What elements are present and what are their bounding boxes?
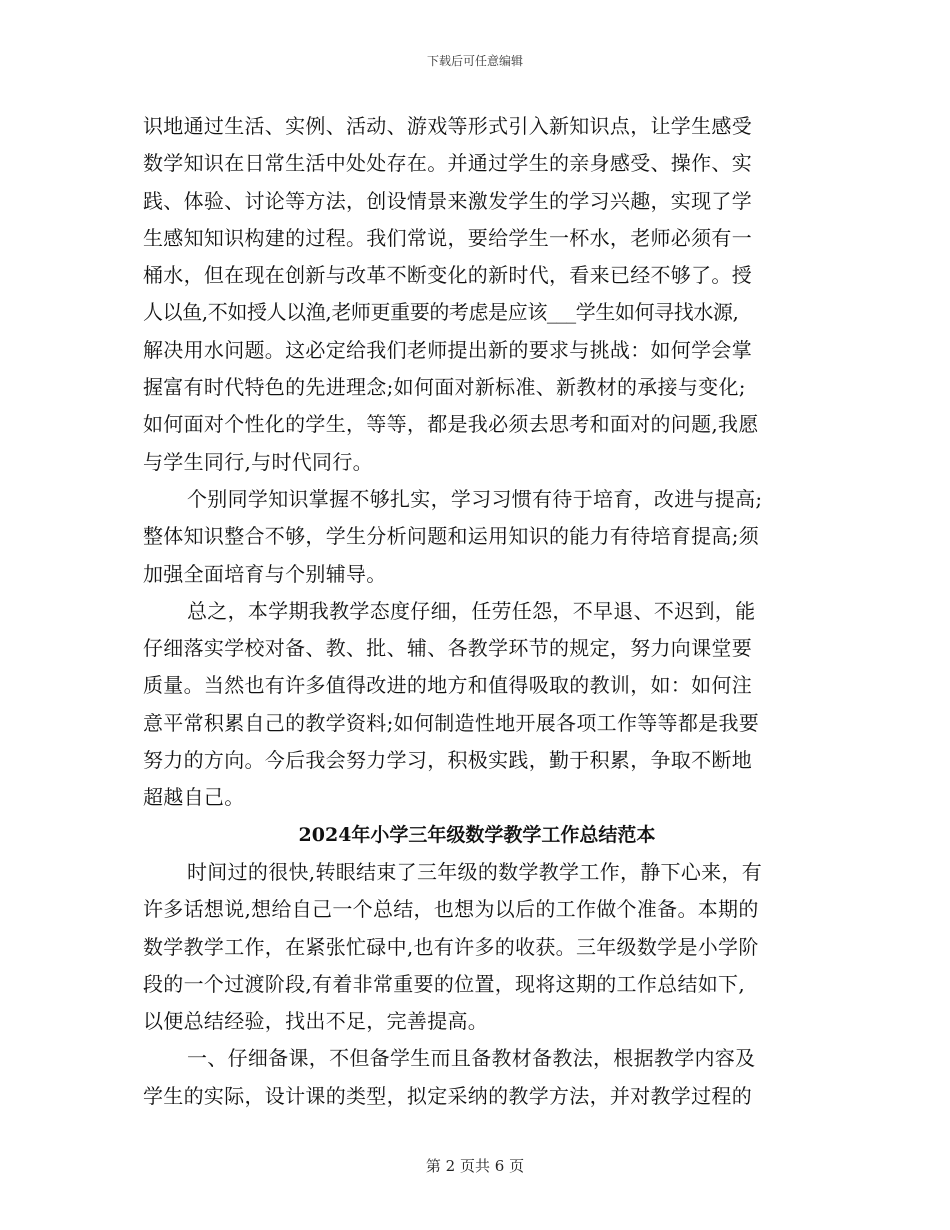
page-number: 第 2 页共 6 页 — [425, 1157, 525, 1175]
paragraph-line: 一、仔细备课，不但备学生而且备教材备教法，根据教学内容及 — [187, 1046, 756, 1071]
paragraph-line: 加强全面培育与个别辅导。 — [143, 561, 387, 586]
paragraph-line: 数学教学工作，在紧张忙碌中,也有许多的收获。三年级数学是小学阶 — [143, 934, 759, 959]
paragraph-line: 许多话想说,想给自己一个总结，也想为以后的工作做个准备。本期的 — [143, 897, 759, 922]
paragraph-line: 数学知识在日常生活中处处存在。并通过学生的亲身感受、操作、实 — [143, 151, 752, 176]
paragraph-line: 解决用水问题。这必定给我们老师提出新的要求与挑战：如何学会掌 — [143, 337, 752, 362]
paragraph-line: 识地通过生活、实例、活动、游戏等形式引入新知识点，让学生感受 — [143, 114, 752, 138]
document-body — [143, 108, 811, 1115]
paragraph-line: 人以鱼,不如授人以渔,老师更重要的考虑是应该___学生如何寻找水源, — [143, 300, 739, 325]
paragraph-line: 握富有时代特色的先进理念;如何面对新标准、新教材的承接与变化; — [143, 375, 746, 400]
paragraph-line: 学生的实际，设计课的类型，拟定采纳的教学方法，并对教学过程的 — [143, 1083, 752, 1108]
paragraph-line: 努力的方向。今后我会努力学习，积极实践，勤于积累，争取不断地 — [143, 748, 752, 773]
paragraph-line: 意平常积累自己的教学资料;如何制造性地开展各项工作等等都是我要 — [143, 710, 760, 735]
paragraph-line: 质量。当然也有许多值得改进的地方和值得吸取的教训，如：如何注 — [143, 673, 752, 698]
paragraph-line: 段的一个过渡阶段,有着非常重要的位置，现将这期的工作总结如下, — [143, 971, 746, 996]
paragraph-line: 践、体验、讨论等方法，创设情景来激发学生的学习兴趣，实现了学 — [143, 188, 752, 213]
paragraph-line: 以便总结经验，找出不足，完善提高。 — [143, 1009, 489, 1034]
paragraph-line: 生感知知识构建的过程。我们常说，要给学生一杯水，老师必须有一 — [143, 225, 752, 250]
paragraph-line: 桶水，但在现在创新与改革不断变化的新时代，看来已经不够了。授 — [143, 263, 752, 288]
paragraph-line: 个别同学知识掌握不够扎实，学习习惯有待于培育，改进与提高; — [187, 486, 763, 511]
paragraph-line: 与学生同行,与时代同行。 — [143, 449, 373, 474]
page-header: 下载后可任意编辑 — [426, 54, 523, 68]
section-heading: 2024年小学三年级数学教学工作总结范本 — [298, 823, 656, 846]
paragraph-line: 如何面对个性化的学生，等等，都是我必须去思考和面对的问题,我愿 — [143, 412, 759, 437]
paragraph-line: 仔细落实学校对备、教、批、辅、各教学环节的规定，努力向课堂要 — [143, 636, 752, 661]
paragraph-line: 整体知识整合不够，学生分析问题和运用知识的能力有待培育提高;须 — [143, 524, 760, 549]
paragraph-line: 总之，本学期我教学态度仔细，任劳任怨，不早退、不迟到，能 — [187, 598, 756, 623]
paragraph-line: 超越自己。 — [143, 785, 245, 810]
paragraph-line: 时间过的很快,转眼结束了三年级的数学教学工作，静下心来，有 — [187, 859, 763, 884]
